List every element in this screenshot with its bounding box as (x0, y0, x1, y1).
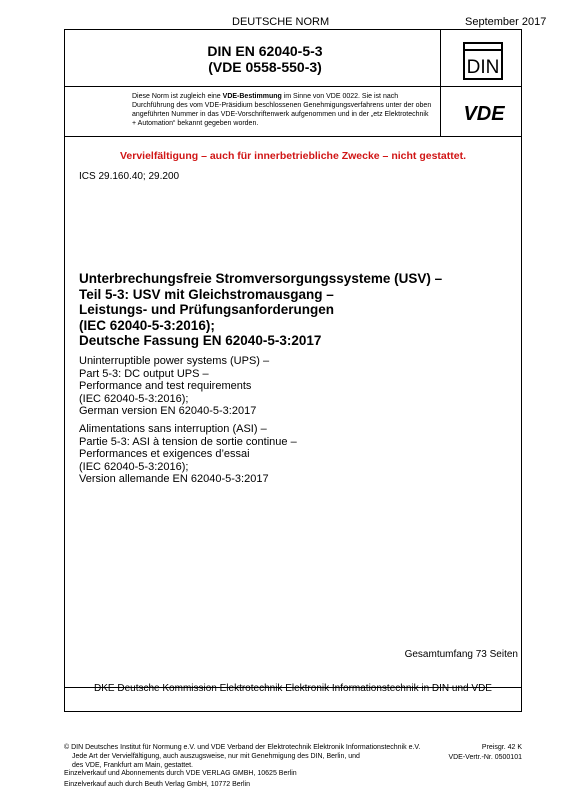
publication-date: September 2017 (465, 16, 547, 28)
din-logo-text: DIN (466, 57, 500, 78)
title-german (79, 271, 519, 349)
vde-classification: (VDE 0558-550-3) (208, 59, 322, 75)
title-line: Deutsche Fassung EN 62040-5-3:2017 (79, 333, 322, 348)
copyright-line: Jede Art der Vervielfältigung, auch auszugsweise, nur mit Genehmigung des DIN, Berlin, und (72, 753, 360, 760)
page-count: Gesamtumfang 73 Seiten (404, 649, 518, 660)
vde-logo (450, 103, 518, 128)
title-line: Version allemande EN 62040-5-3:2017 (79, 473, 269, 485)
vde-vertr-number: VDE-Vertr.-Nr. 0500101 (448, 754, 522, 761)
divider (65, 86, 521, 87)
title-line: Partie 5-3: ASI à tension de sortie continue – (79, 435, 297, 448)
title-line: Performance and test requirements (79, 380, 252, 392)
sales-info (64, 769, 464, 789)
title-line: (IEC 62040-5-3:2016); (79, 460, 189, 473)
title-line: German version EN 62040-5-3:2017 (79, 405, 257, 417)
copyright-line: des VDE, Frankfurt am Main, gestattet. (72, 762, 193, 769)
copyright-line: © DIN Deutsches Institut für Normung e.V. und VDE Verband der Elektrotechnik Elektronik Informationstechnik e.V. (64, 744, 421, 751)
title-line: Uninterruptible power systems (UPS) – (79, 355, 270, 367)
vde-logo-text: VDE (463, 103, 505, 123)
divider (440, 30, 441, 136)
title-line: (IEC 62040-5-3:2016); (79, 317, 215, 333)
price-group: Preisgr. 42 K (481, 744, 522, 751)
vde-note (132, 92, 432, 128)
title-french (79, 423, 519, 486)
title-line: Leistungs- und Prüfungsanforderungen (79, 302, 334, 317)
din-logo (463, 42, 503, 85)
sales-line: Einzelverkauf und Abonnements durch VDE VERLAG GMBH, 10625 Berlin (64, 770, 297, 777)
vde-note-prefix: Diese Norm ist zugleich eine (132, 93, 223, 100)
title-line: Unterbrechungsfreie Stromversorgungssysteme (USV) – (79, 271, 443, 286)
title-line: Alimentations sans interruption (ASI) – (79, 423, 267, 435)
vde-note-rest: im Sinne von VDE 0022. Sie ist nach Durchführung des vom VDE-Präsidium beschlossenen Genehmigungsverfahrens unter der oben angeführten Nummer in das VDE-Vorschriftenwerk aufgenommen und in der „etz Elektrotechnik + Automation“ bekannt gegeben worden. (132, 93, 432, 127)
title-line: Performances et exigences d’essai (79, 448, 250, 460)
title-line: Teil 5-3: USV mit Gleichstromausgang – (79, 286, 334, 302)
dke-line: DKE Deutsche Kommission Elektrotechnik Elektronik Informationstechnik in DIN und VDE (94, 683, 492, 694)
document-type-label: DEUTSCHE NORM (232, 16, 330, 28)
divider (65, 136, 521, 137)
ics-code: ICS 29.160.40; 29.200 (79, 171, 180, 182)
copyright-notice (64, 743, 444, 770)
standard-number: DIN EN 62040-5-3 (207, 43, 323, 59)
vde-note-bold: VDE-Bestimmung (222, 93, 282, 100)
title-line: (IEC 62040-5-3:2016); (79, 392, 189, 405)
reproduction-warning: Vervielfältigung – auch für innerbetriebliche Zwecke – nicht gestattet. (119, 150, 466, 162)
sales-line: Einzelverkauf auch durch Beuth Verlag GmbH, 10772 Berlin (64, 781, 250, 788)
title-line: Part 5-3: DC output UPS – (79, 367, 209, 380)
title-english (79, 355, 519, 418)
